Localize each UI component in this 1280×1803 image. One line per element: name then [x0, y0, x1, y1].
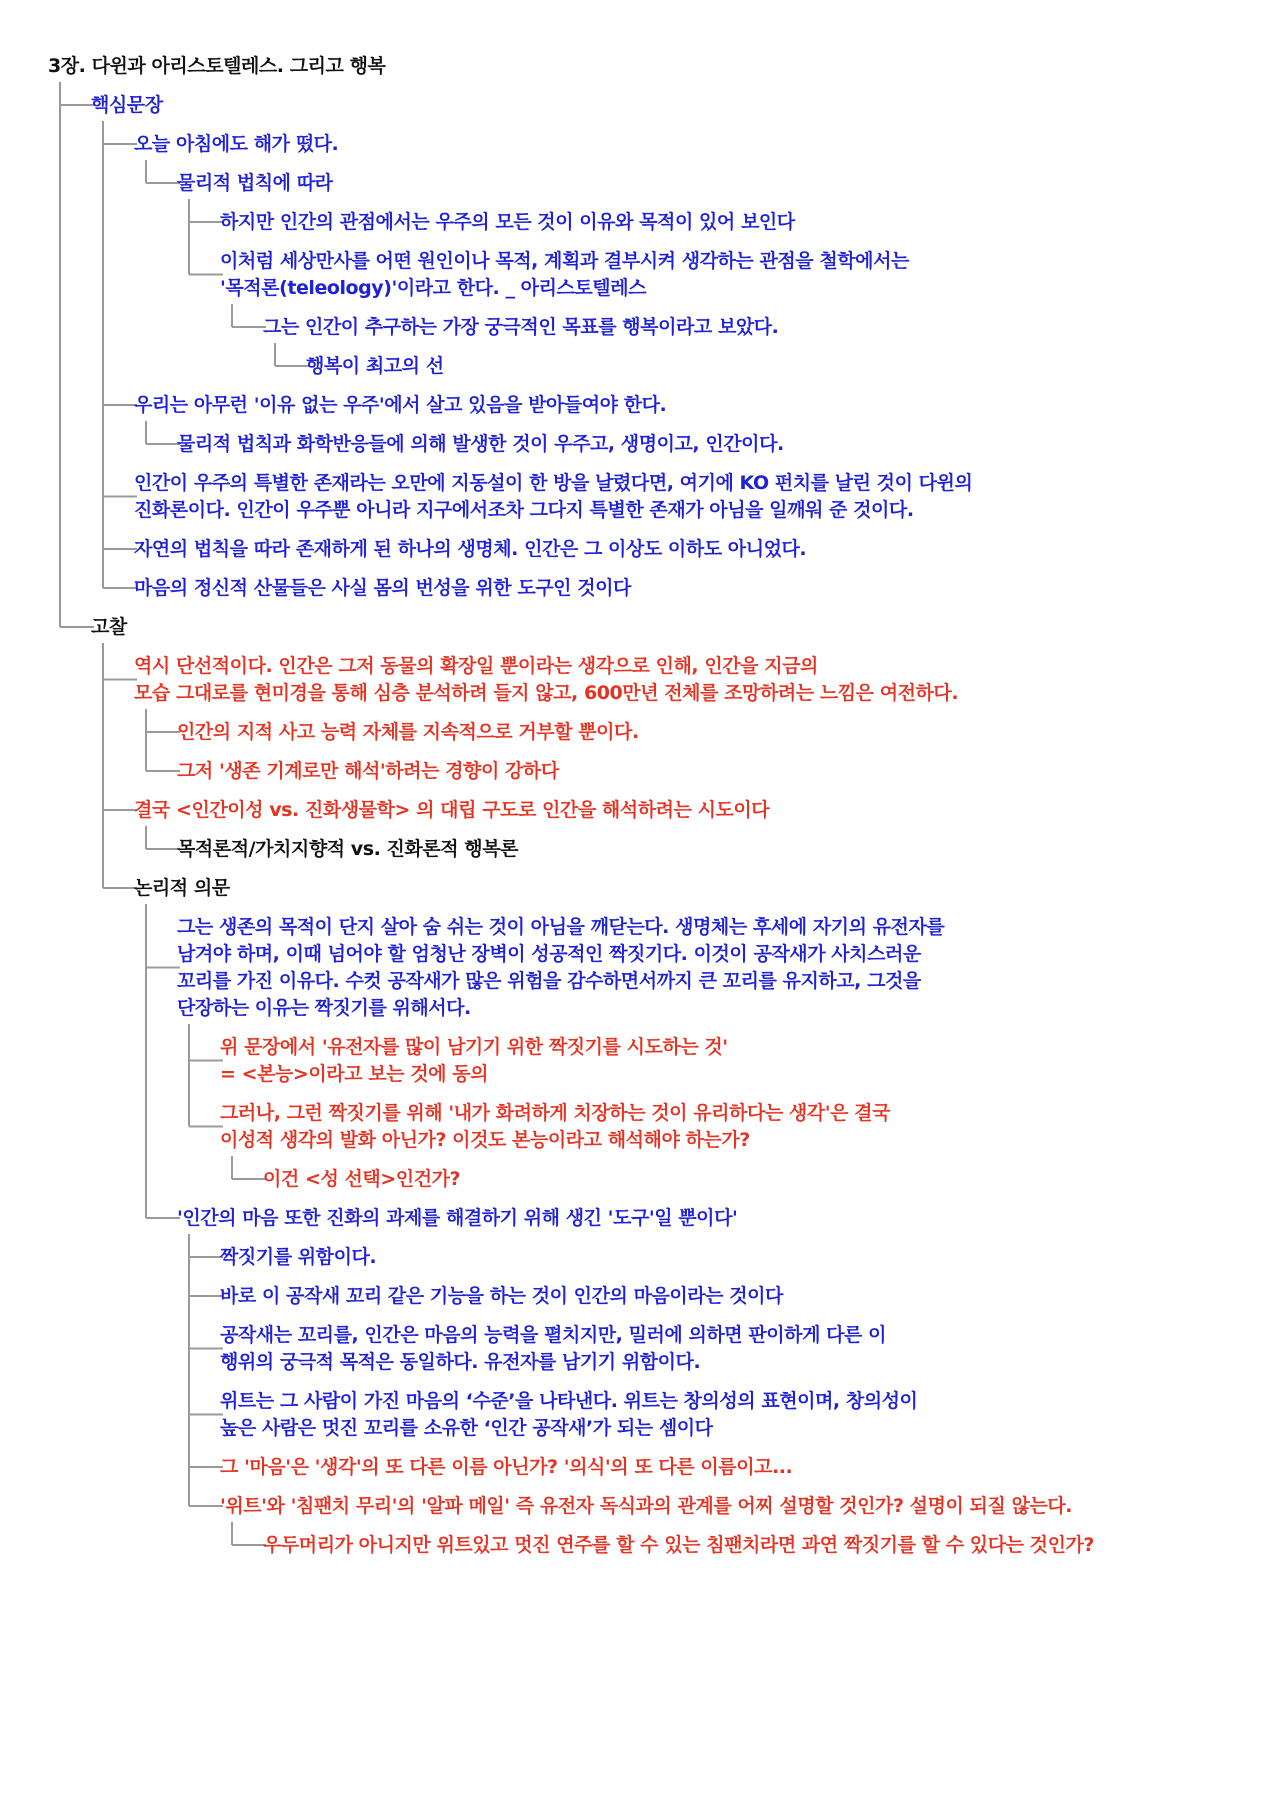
tree-node: 핵심문장 — [91, 93, 163, 116]
tree-node: 위 문장에서 '유전자를 많이 남기기 위한 짝짓기를 시도하는 것' = <본능>이라고 보는 것에 동의 — [220, 1035, 728, 1085]
tree-node: 행복이 최고의 선 — [306, 354, 444, 377]
tree-node: 논리적 의문 — [134, 876, 230, 899]
tree-node: 우두머리가 아니지만 위트있고 멋진 연주를 할 수 있는 침팬치라면 과연 짝짓기를 할 수 있다는 것인가? — [263, 1533, 1094, 1556]
tree-node: 바로 이 공작새 꼬리 같은 기능을 하는 것이 인간의 마음이라는 것이다 — [220, 1284, 783, 1307]
tree-node: 자연의 법칙을 따라 존재하게 된 하나의 생명체. 인간은 그 이상도 이하도 아니었다. — [134, 537, 807, 560]
tree-node: 하지만 인간의 관점에서는 우주의 모든 것이 이유와 목적이 있어 보인다 — [220, 210, 795, 233]
tree-node: 그는 생존의 목적이 단지 살아 숨 쉬는 것이 아님을 깨닫는다. 생명체는 후세에 자기의 유전자를 남겨야 하며, 이때 넘어야 할 엄청난 장벽이 성공적인 짝짓기다. 이것이 공작새가 사치스러운 꼬리를 가진 이유다. 수컷 공작새가 많은 위험을 감수하면서까지 큰 꼬리를 유지하고, 그것을 단장하는 이유는 짝짓기를 위해서다. — [177, 915, 945, 1019]
tree-node: 그저 '생존 기계로만 해석'하려는 경향이 강하다 — [177, 759, 559, 782]
map-title: 3장. 다윈과 아리스토텔레스. 그리고 행복 — [48, 54, 386, 77]
tree-node: 역시 단선적이다. 인간은 그저 동물의 확장일 뿐이라는 생각으로 인해, 인간을 지금의 모습 그대로를 현미경을 통해 심층 분석하려 들지 않고, 600만년 전체를 조망하려는 느낌은 여전하다. — [134, 654, 959, 704]
tree-node: 위트는 그 사람이 가진 마음의 ‘수준’을 나타낸다. 위트는 창의성의 표현이며, 창의성이 높은 사람은 멋진 꼬리를 소유한 ‘인간 공작새’가 되는 셈이다 — [220, 1389, 918, 1439]
tree-node: 결국 <인간이성 vs. 진화생물학> 의 대립 구도로 인간을 해석하려는 시도이다 — [134, 798, 770, 821]
tree-node: 이처럼 세상만사를 어떤 원인이나 목적, 계획과 결부시켜 생각하는 관점을 철학에서는 '목적론(teleology)'이라고 한다. _ 아리스토텔레스 — [220, 249, 909, 299]
tree-node: 인간의 지적 사고 능력 자체를 지속적으로 거부할 뿐이다. — [177, 720, 639, 743]
tree-node: 그러나, 그런 짝짓기를 위해 '내가 화려하게 치장하는 것이 유리하다는 생각'은 결국 이성적 생각의 발화 아닌가? 이것도 본능이라고 해석해야 하는가? — [220, 1101, 890, 1151]
tree-node: 물리적 법칙에 따라 — [177, 171, 333, 194]
tree-node: 이건 <성 선택>인건가? — [263, 1167, 461, 1190]
tree-node: '인간의 마음 또한 진화의 과제를 해결하기 위해 생긴 '도구'일 뿐이다' — [177, 1206, 738, 1229]
tree-node: 고찰 — [91, 615, 127, 638]
tree-node: 오늘 아침에도 해가 떴다. — [134, 132, 339, 155]
tree-node: 인간이 우주의 특별한 존재라는 오만에 지동설이 한 방을 날렸다면, 여기에 KO 펀치를 날린 것이 다윈의 진화론이다. 인간이 우주뿐 아니라 지구에서조차 그다지 특별한 존재가 아님을 일깨워 준 것이다. — [134, 471, 973, 521]
tree-node: 짝짓기를 위함이다. — [220, 1245, 377, 1268]
tree-node: 물리적 법칙과 화학반응들에 의해 발생한 것이 우주고, 생명이고, 인간이다. — [177, 432, 784, 455]
tree-node: 목적론적/가치지향적 vs. 진화론적 행복론 — [177, 837, 519, 860]
tree-node: 우리는 아무런 '이유 없는 우주'에서 살고 있음을 받아들여야 한다. — [134, 393, 667, 416]
tree-node: 마음의 정신적 산물들은 사실 몸의 번성을 위한 도구인 것이다 — [134, 576, 631, 599]
tree-node: 공작새는 꼬리를, 인간은 마음의 능력을 펼치지만, 밀러에 의하면 판이하게 다른 이 행위의 궁극적 목적은 동일하다. 유전자를 남기기 위함이다. — [220, 1323, 887, 1373]
tree-node: 그는 인간이 추구하는 가장 궁극적인 목표를 행복이라고 보았다. — [263, 315, 779, 338]
tree-node: '위트'와 '침팬치 무리'의 '알파 메일' 즉 유전자 독식과의 관계를 어찌 설명할 것인가? 설명이 되질 않는다. — [220, 1494, 1073, 1517]
tree-node: 그 '마음'은 '생각'의 또 다른 이름 아닌가? '의식'의 또 다른 이름이고... — [220, 1455, 793, 1478]
